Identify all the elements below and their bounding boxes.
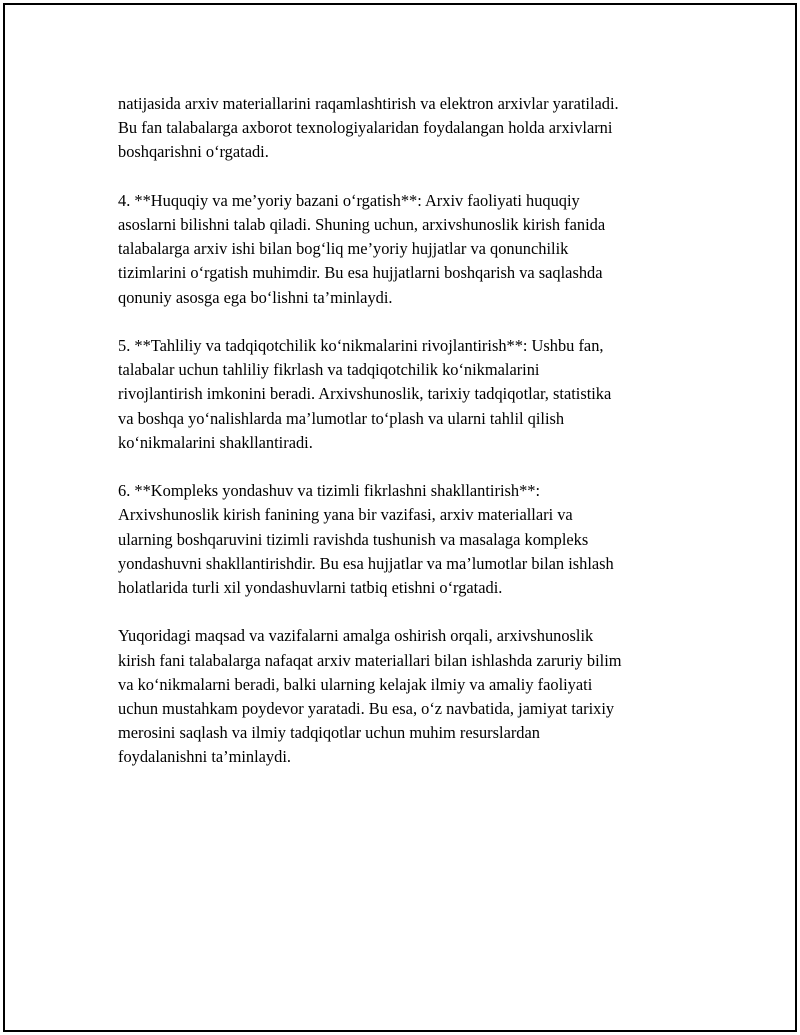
paragraph-item-5 [118, 334, 693, 455]
text-line: va boshqa yo‘nalishlarda ma’lumotlar to‘plash va ularni tahlil qilish [118, 408, 565, 428]
text-line: va ko‘nikmalarni beradi, balki ularning kelajak ilmiy va amaliy faoliyati [118, 674, 593, 694]
text-line: qonuniy asosga ega bo‘lishni ta’minlaydi. [118, 287, 393, 307]
text-line: yondashuvni shakllantirishdir. Bu esa hujjatlar va ma’lumotlar bilan ishlash [118, 553, 614, 573]
text-line: ularning boshqaruvini tizimli ravishda tushunish va masalaga kompleks [118, 529, 589, 549]
text-line: 4. **Huquqiy va me’yoriy bazani o‘rgatish**: Arxiv faoliyati huquqiy [118, 190, 580, 210]
text-line: holatlarida turli xil yondashuvlarni tatbiq etishni o‘rgatadi. [118, 578, 503, 598]
text-line: natijasida arxiv materiallarini raqamlashtirish va elektron arxivlar yaratiladi. [118, 94, 619, 113]
paragraph-item-6 [118, 479, 693, 600]
text-line: rivojlantirish imkonini beradi. Arxivshunoslik, tarixiy tadqiqotlar, statistika [118, 384, 612, 404]
text-line: asoslarni bilishni talab qiladi. Shuning uchun, arxivshunoslik kirish fanida [118, 215, 606, 234]
paragraph-continuation [118, 92, 693, 165]
text-line: Arxivshunoslik kirish fanining yana bir vazifasi, arxiv materiallari va [118, 505, 573, 525]
paragraph-conclusion [118, 624, 693, 769]
text-line: merosini saqlash va ilmiy tadqiqotlar uchun muhim resurslardan [118, 723, 540, 743]
text-line: boshqarishni o‘rgatadi. [118, 142, 269, 162]
text-line: 5. **Tahliliy va tadqiqotchilik ko‘nikmalarini rivojlantirish**: Ushbu fan, [118, 336, 604, 355]
text-line: Bu fan talabalarga axborot texnologiyalaridan foydalangan holda arxivlarni [118, 118, 613, 138]
paragraph-item-4 [118, 189, 693, 310]
document-body [118, 92, 693, 794]
text-line: foydalanishni ta’minlaydi. [118, 747, 291, 767]
text-line: uchun mustahkam poydevor yaratadi. Bu esa, o‘z navbatida, jamiyat tarixiy [118, 699, 615, 719]
text-line: tizimlarini o‘rgatish muhimdir. Bu esa hujjatlarni boshqarish va saqlashda [118, 263, 603, 283]
text-line: talabalar uchun tahliliy fikrlash va tadqiqotchilik ko‘nikmalarini [118, 360, 540, 380]
text-line: ko‘nikmalarini shakllantiradi. [118, 432, 313, 452]
text-line: kirish fani talabalarga nafaqat arxiv materiallari bilan ishlashda zaruriy bilim [118, 650, 622, 670]
text-line: 6. **Kompleks yondashuv va tizimli fikrlashni shakllantirish**: [118, 481, 541, 501]
text-line: Yuqoridagi maqsad va vazifalarni amalga oshirish orqali, arxivshunoslik [118, 626, 594, 646]
text-line: talabalarga arxiv ishi bilan bog‘liq me’yoriy hujjatlar va qonunchilik [118, 239, 569, 259]
